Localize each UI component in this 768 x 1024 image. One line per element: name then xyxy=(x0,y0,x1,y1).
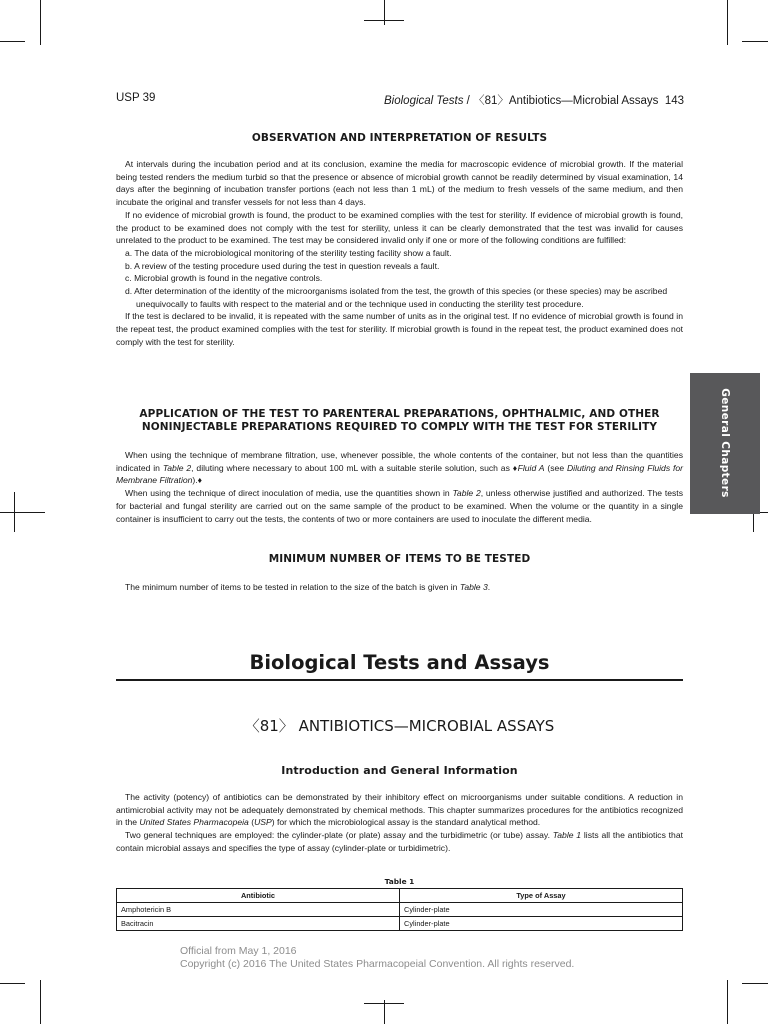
paragraph: If the test is declared to be invalid, it is repeated with the same number of units as in the original test. If no evidence of microbial growth is found in the repeat test, the product examined complies with the test for sterility. If microbial growth is found in the repeat test, the product examined does not comply with the test for sterility. xyxy=(116,311,683,347)
list-item: d. After determination of the identity of the microorganisms isolated from the test, the growth of this species (or these species) may be ascribed unequivocally to faults with respect to the material and or the technique used in conducting the sterility test procedure. xyxy=(125,286,668,309)
crop-mark xyxy=(742,41,768,42)
paragraph: At intervals during the incubation period and at its conclusion, examine the media for macroscopic evidence of microbial growth. If the material being tested renders the medium turbid so that the presence or absence of microbial growth cannot be readily determined by visual examination, 14 days after the beginning of incubation transfer portions (each not less than 1 mL) of the medium to fresh vessels of the same medium, and then incubate the original and transfer vessels for not less than 4 days. xyxy=(116,159,683,208)
crop-mark xyxy=(40,980,41,1024)
table-header-row xyxy=(117,889,683,903)
column-header: Antibiotic xyxy=(117,889,400,903)
crop-mark xyxy=(384,0,385,25)
text-run: ( xyxy=(248,817,255,828)
paragraph: If no evidence of microbial growth is found, the product to be examined complies with the test for sterility. If evidence of microbial growth is found, the product to be examined does not comply with the test for sterility, unless it can be clearly demonstrated that the test was invalid for causes unrelated to the product to be examined. The test may be considered invalid only if one or more of the following conditions are fulfilled: xyxy=(116,209,683,246)
observation-heading: OBSERVATION AND INTERPRETATION OF RESULTS xyxy=(251,132,548,144)
text-run: The minimum number of items to be tested in relation to the size of the batch is given in xyxy=(125,582,460,592)
paragraph xyxy=(116,449,683,487)
minimum-items-heading: MINIMUM NUMBER OF ITEMS TO BE TESTED xyxy=(268,553,531,565)
list-item: c. Microbial growth is found in the negative controls. xyxy=(125,273,323,284)
footer-copyright: Copyright (c) 2016 The United States Pharmacopeial Convention. All rights reserved. xyxy=(180,958,575,970)
column-header: Type of Assay xyxy=(400,889,683,903)
table-cell: Bacitracin xyxy=(117,917,400,931)
text-run: The activity (potency) of antibiotics can be demonstrated by their inhibitory effect on microorganisms under suitable conditions. A reduction in antimicrobial activity may not be adequately demonstrated by chemical methods. This chapter summarizes procedures for the antibiotics recognized in the xyxy=(116,792,683,828)
text-run: ) for which the microbiological assay is the standard analytical method. xyxy=(271,817,541,828)
crop-mark xyxy=(0,41,25,42)
title-rule xyxy=(116,679,683,681)
application-heading-line: NONINJECTABLE PREPARATIONS REQUIRED TO COMPLY WITH THE TEST FOR STERILITY xyxy=(141,421,658,433)
crop-mark xyxy=(742,983,768,984)
minimum-items-body xyxy=(116,581,683,594)
section-tab xyxy=(690,373,760,514)
header-running-title xyxy=(384,92,684,108)
intro-heading: Introduction and General Information xyxy=(281,764,518,777)
observation-body xyxy=(116,158,683,349)
text-run: ).♦ xyxy=(192,475,203,486)
list-item: b. A review of the testing procedure used during the test in question reveals a fault. xyxy=(125,260,440,271)
text-run: (see xyxy=(544,462,567,473)
antibiotics-table xyxy=(116,888,683,931)
intro-body xyxy=(116,791,683,855)
table-cell: Cylinder-plate xyxy=(400,903,683,917)
crop-mark xyxy=(14,492,15,532)
table-row xyxy=(117,917,683,931)
crop-mark xyxy=(364,1003,404,1004)
text-run: When using the technique of direct inoculation of media, use the quantities shown in xyxy=(125,488,453,499)
text-run: lists all the antibiotics that contain microbial assays and specifies the type of assay (cylinder-plate or turbidimetric). xyxy=(116,830,683,853)
section-tab-label: General Chapters xyxy=(719,388,731,498)
fluid-reference: ♦Fluid A xyxy=(512,462,545,473)
table-cell: Cylinder-plate xyxy=(400,917,683,931)
paragraph xyxy=(116,487,683,525)
publication-title: United States Pharmacopeia xyxy=(139,817,249,828)
table-reference: Table 2 xyxy=(452,488,481,499)
table-reference: Table 3 xyxy=(459,582,488,592)
text-run: When using the technique of membrane filtration, use, whenever possible, the whole contents of the container, but not less than the quantities indicated in xyxy=(116,450,683,473)
application-heading xyxy=(116,408,683,434)
header-chapter-name: / 〈81〉Antibiotics—Microbial Assays xyxy=(463,95,659,107)
text-run: , unless otherwise justified and authorized. The tests for bacterial and fungal sterility are carried out on the same sample of the product to be examined. When the volume or the quantity in a single container is insufficient to carry out the tests, the contents of two or more containers are used to inoculate the different media. xyxy=(116,488,683,524)
crop-mark xyxy=(0,983,25,984)
text-run: Two general techniques are employed: the cylinder-plate (or plate) assay and the turbidimetric (or tube) assay. xyxy=(125,830,553,841)
paragraph xyxy=(116,581,683,594)
crop-mark xyxy=(40,0,41,45)
table-row xyxy=(117,903,683,917)
application-body xyxy=(116,449,683,525)
table-reference: Table 1 xyxy=(552,830,582,841)
main-title: Biological Tests and Assays xyxy=(249,651,550,674)
text-run: , diluting where necessary to about 100 mL with a suitable sterile solution, such as xyxy=(191,462,513,473)
section-reference: Diluting and Rinsing Fluids for Membrane Filtration xyxy=(116,462,684,486)
table-reference: Table 2 xyxy=(162,462,192,473)
header-edition: USP 39 xyxy=(116,92,156,104)
crop-mark xyxy=(727,980,728,1024)
header-section-name: Biological Tests xyxy=(384,95,464,107)
table-cell: Amphotericin B xyxy=(117,903,400,917)
paragraph xyxy=(116,791,683,829)
text-run: . xyxy=(487,582,491,592)
list-item: a. The data of the microbiological monitoring of the sterility testing facility show a fault. xyxy=(125,247,452,258)
footer-official-date: Official from May 1, 2016 xyxy=(180,945,297,957)
crop-mark xyxy=(0,512,45,513)
page-number: 143 xyxy=(664,95,684,107)
publication-abbrev: USP xyxy=(254,817,272,828)
crop-mark xyxy=(727,0,728,45)
table-caption: Table 1 xyxy=(384,877,415,886)
crop-mark xyxy=(364,20,404,21)
paragraph xyxy=(116,829,683,854)
chapter-title: 〈81〉 ANTIBIOTICS—MICROBIAL ASSAYS xyxy=(244,717,555,735)
application-heading-line: APPLICATION OF THE TEST TO PARENTERAL PREPARATIONS, OPHTHALMIC, AND OTHER xyxy=(139,408,660,420)
